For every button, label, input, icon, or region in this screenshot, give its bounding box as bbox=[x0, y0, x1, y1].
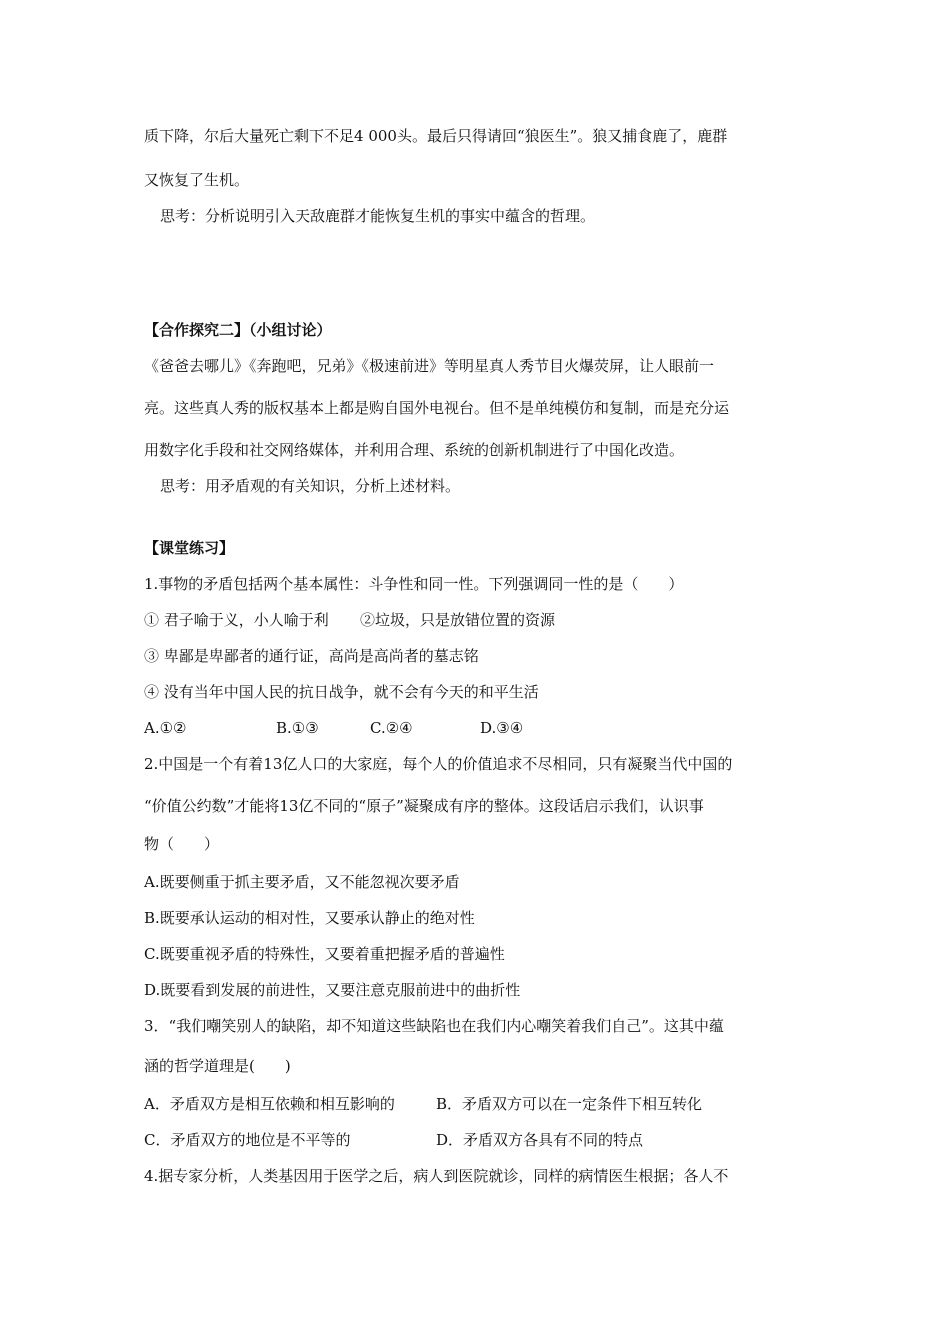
q1-item-3: ③ 卑鄙是卑鄙者的通行证，高尚是高尚者的墓志铭 bbox=[144, 647, 479, 665]
q2-option-a: A.既要侧重于抓主要矛盾，又不能忽视次要矛盾 bbox=[144, 873, 460, 891]
q1-option-a: A.①② bbox=[144, 719, 187, 737]
q3-option-c: C．矛盾双方的地位是不平等的 bbox=[144, 1131, 351, 1149]
q3-stem-2: 涵的哲学道理是( ) bbox=[144, 1057, 291, 1075]
q2-option-d: D.既要看到发展的前进性，又要注意克服前进中的曲折性 bbox=[144, 981, 521, 999]
q3-stem-1: 3．“我们嘲笑别人的缺陷，却不知道这些缺陷也在我们内心嘲笑着我们自己”。这其中蕴 bbox=[144, 1017, 724, 1035]
q2-stem-3: 物（ ） bbox=[144, 835, 220, 853]
q1-item-2: ②垃圾，只是放错位置的资源 bbox=[360, 611, 556, 629]
section-heading-cooperation-2 bbox=[144, 320, 332, 340]
section-heading-title: 【合作探究二】 bbox=[144, 321, 250, 339]
section2-line-2: 亮。这些真人秀的版权基本上都是购自国外电视台。但不是单纯模仿和复制，而是充分运 bbox=[144, 399, 730, 417]
q1-option-b: B.①③ bbox=[276, 719, 319, 737]
q3-option-a: A．矛盾双方是相互依赖和相互影响的 bbox=[144, 1095, 395, 1113]
practice-heading: 【课堂练习】 bbox=[144, 539, 235, 557]
section2-line-1: 《爸爸去哪儿》《奔跑吧，兄弟》《极速前进》等明星真人秀节目火爆荧屏，让人眼前一 bbox=[144, 357, 715, 375]
q1-option-d: D.③④ bbox=[480, 719, 524, 737]
q1-item-1: ① 君子喻于义，小人喻于利 bbox=[144, 611, 329, 629]
q1-option-c: C.②④ bbox=[370, 719, 413, 737]
section-heading-note: （小组讨论） bbox=[249, 321, 332, 339]
section2-line-3: 用数字化手段和社交网络媒体，并利用合理、系统的创新机制进行了中国化改造。 bbox=[144, 441, 685, 459]
q4-stem-1: 4.据专家分析，人类基因用于医学之后，病人到医院就诊，同样的病情医生根据；各人不 bbox=[144, 1167, 729, 1185]
think-prompt-2: 思考：用矛盾观的有关知识，分析上述材料。 bbox=[160, 477, 461, 495]
q3-option-d: D．矛盾双方各具有不同的特点 bbox=[436, 1131, 644, 1149]
q3-option-b: B．矛盾双方可以在一定条件下相互转化 bbox=[436, 1095, 703, 1113]
q2-stem-1: 2.中国是一个有着13亿人口的大家庭，每个人的价值追求不尽相同，只有凝聚当代中国的 bbox=[144, 755, 733, 773]
intro-line-1: 质下降，尔后大量死亡剩下不足4 000头。最后只得请回“狼医生”。狼又捕食鹿了，鹿群 bbox=[144, 127, 728, 145]
think-prompt-1: 思考：分析说明引入天敌鹿群才能恢复生机的事实中蕴含的哲理。 bbox=[160, 207, 596, 225]
q1-stem: 1.事物的矛盾包括两个基本属性：斗争性和同一性。下列强调同一性的是（ ） bbox=[144, 575, 684, 593]
q2-option-b: B.既要承认运动的相对性，又要承认静止的绝对性 bbox=[144, 909, 475, 927]
q2-stem-2: “价值公约数”才能将13亿不同的“原子”凝聚成有序的整体。这段话启示我们，认识事 bbox=[144, 797, 704, 815]
q1-item-4: ④ 没有当年中国人民的抗日战争，就不会有今天的和平生活 bbox=[144, 683, 539, 701]
q2-option-c: C.既要重视矛盾的特殊性，又要着重把握矛盾的普遍性 bbox=[144, 945, 505, 963]
intro-line-2: 又恢复了生机。 bbox=[144, 171, 250, 189]
